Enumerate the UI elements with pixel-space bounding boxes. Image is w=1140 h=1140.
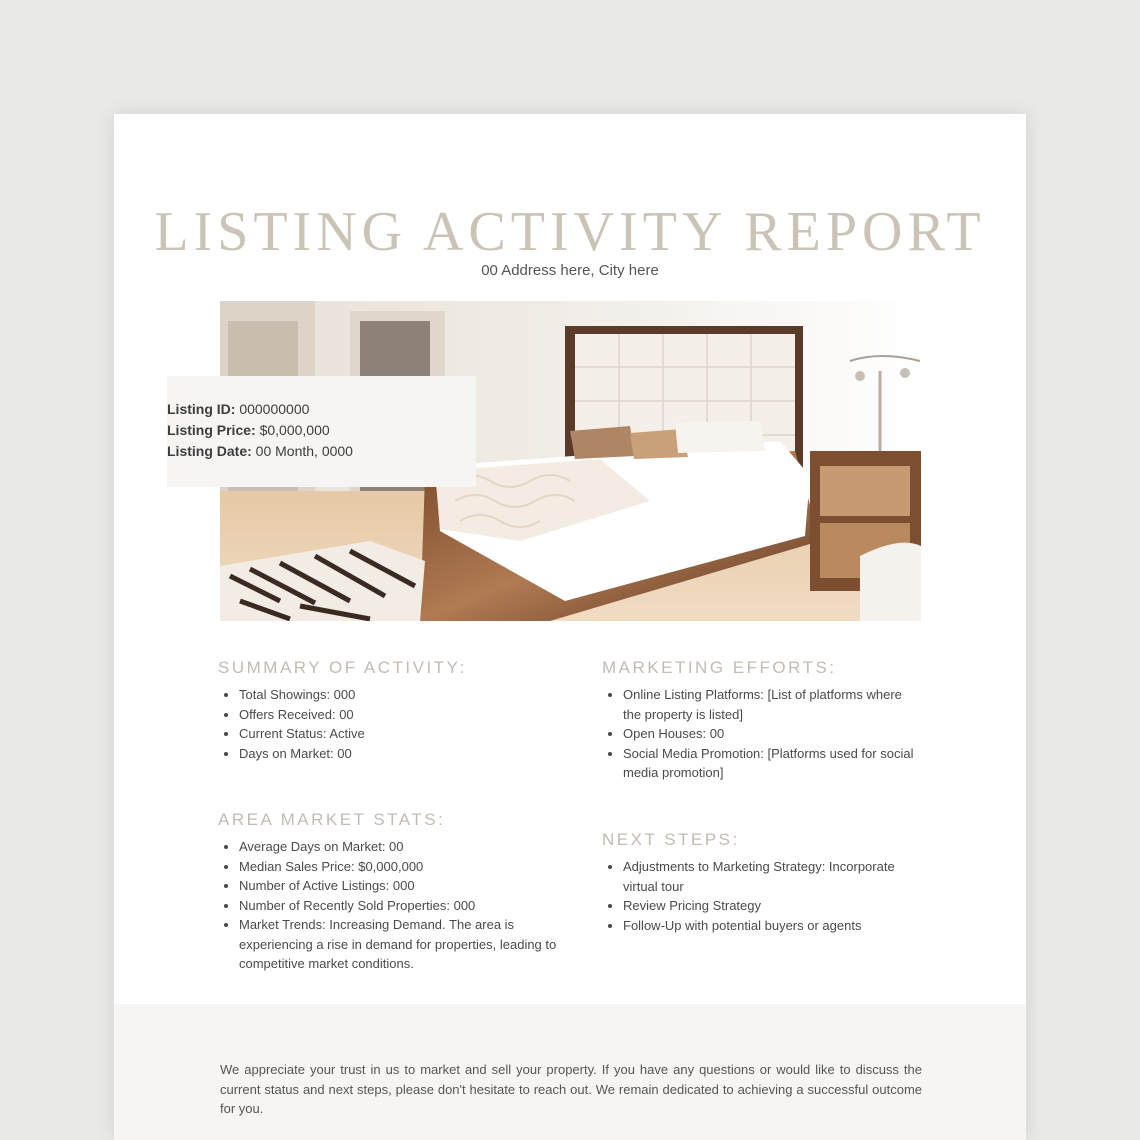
footer-text: We appreciate your trust in us to market and sell your property. If you have any questions or would like to discuss the current status and next steps, please don't hesitate to reach out. We remain dedicated to achieving a successful outcome for you. [220, 1062, 922, 1116]
list-item: Number of Active Listings: 000 [218, 876, 573, 896]
list-item: Median Sales Price: $0,000,000 [218, 857, 573, 877]
listing-id [167, 401, 309, 417]
list-item: Offers Received: 00 [218, 705, 578, 725]
list-item: Current Status: Active [218, 724, 578, 744]
listing-id-value: 000000000 [239, 401, 310, 417]
report-title: LISTING ACTIVITY REPORT [154, 201, 986, 263]
list-item: Social Media Promotion: [Platforms used for social media promotion] [602, 744, 920, 783]
list-item: Average Days on Market: 00 [218, 837, 573, 857]
listing-id-label: Listing ID: [167, 401, 236, 417]
list-item: Open Houses: 00 [602, 724, 920, 744]
next-steps-title: NEXT STEPS: [602, 830, 740, 849]
listing-date-value: 00 Month, 0000 [255, 443, 353, 459]
area-title: AREA MARKET STATS: [218, 810, 446, 829]
summary-title: SUMMARY OF ACTIVITY: [218, 658, 467, 677]
listing-price [167, 422, 330, 438]
listing-price-label: Listing Price: [167, 422, 256, 438]
list-item: Number of Recently Sold Properties: 000 [218, 896, 573, 916]
summary-list [218, 685, 578, 763]
next-steps-list [602, 857, 922, 935]
listing-date-label: Listing Date: [167, 443, 252, 459]
list-item: Review Pricing Strategy [602, 896, 922, 916]
footer-band [114, 1004, 1026, 1140]
list-item: Days on Market: 00 [218, 744, 578, 764]
report-address: 00 Address here, City here [481, 262, 659, 279]
list-item: Total Showings: 000 [218, 685, 578, 705]
list-item: Adjustments to Marketing Strategy: Incorporate virtual tour [602, 857, 922, 896]
list-item: Follow-Up with potential buyers or agents [602, 916, 922, 936]
list-item: Market Trends: Increasing Demand. The area is experiencing a rise in demand for properties, leading to competitive market conditions. [218, 915, 573, 974]
report-page [114, 114, 1026, 1140]
listing-date [167, 443, 353, 459]
marketing-list [602, 685, 920, 783]
list-item: Online Listing Platforms: [List of platforms where the property is listed] [602, 685, 920, 724]
marketing-title: MARKETING EFFORTS: [602, 658, 837, 677]
listing-price-value: $0,000,000 [259, 422, 330, 438]
area-list [218, 837, 573, 974]
